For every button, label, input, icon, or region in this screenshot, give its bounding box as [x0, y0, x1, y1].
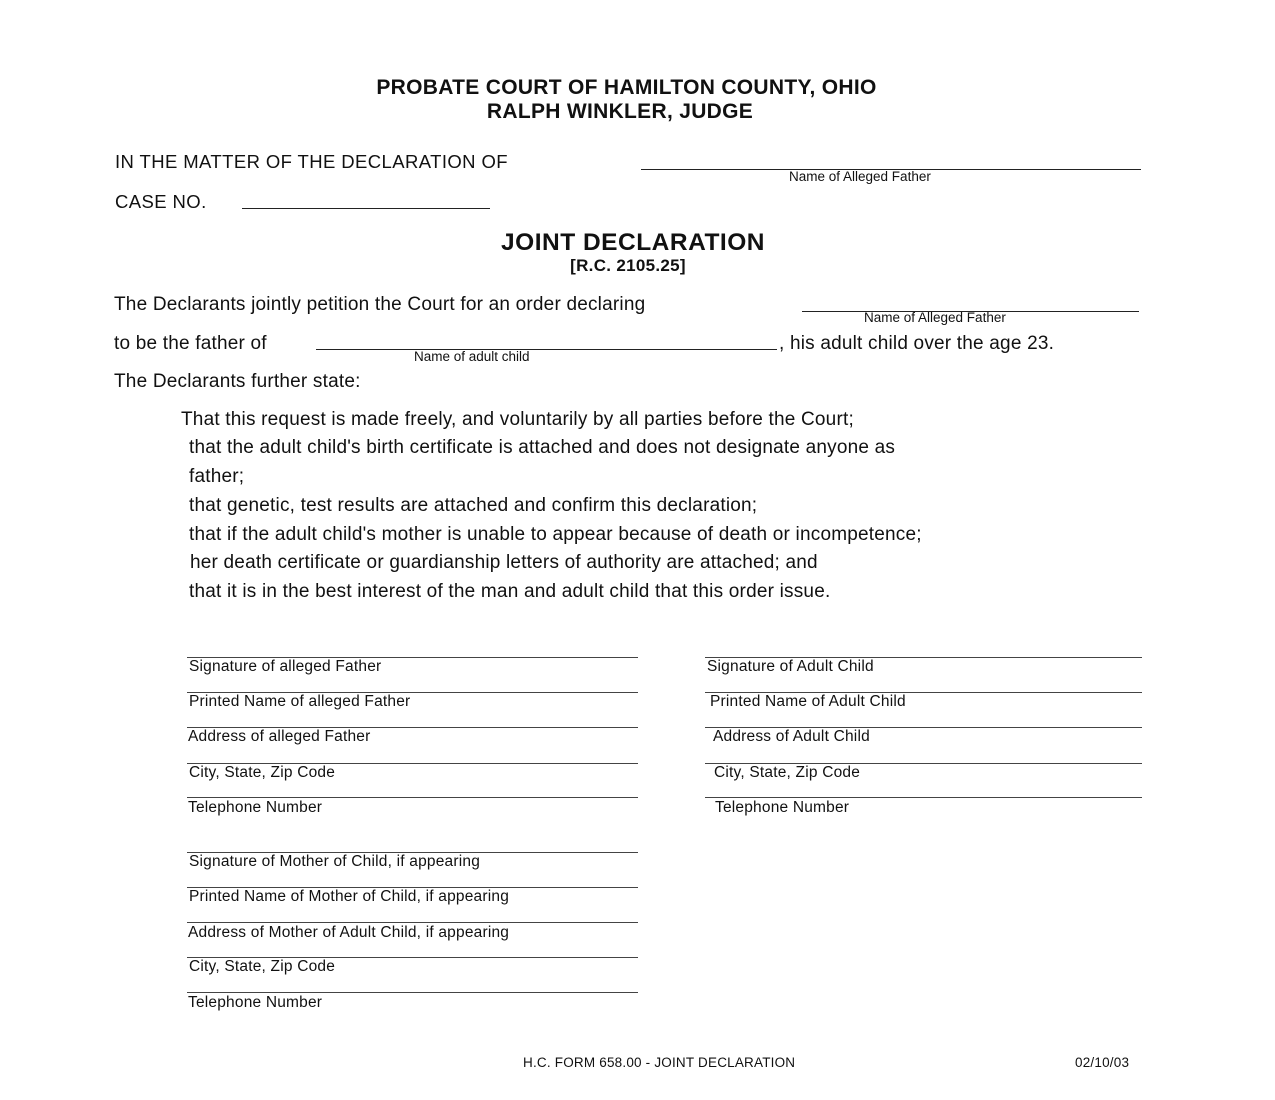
father-signature-label: Signature of alleged Father — [189, 658, 382, 675]
father-phone-label: Telephone Number — [188, 799, 323, 816]
form-number: H.C. FORM 658.00 - JOINT DECLARATION — [523, 1055, 796, 1070]
petition-line-2-suffix: , his adult child over the age 23. — [779, 333, 1055, 354]
case-number-field[interactable] — [242, 208, 490, 209]
mother-address-label: Address of Mother of Adult Child, if appearing — [188, 924, 510, 941]
statement-2-cont: father; — [189, 466, 245, 487]
father-city-label: City, State, Zip Code — [189, 764, 336, 781]
child-signature-label: Signature of Adult Child — [707, 658, 874, 675]
form-title: JOINT DECLARATION — [501, 229, 765, 256]
child-phone-line[interactable] — [705, 797, 1142, 798]
adult-child-caption: Name of adult child — [414, 349, 530, 364]
child-printed-name-label: Printed Name of Adult Child — [710, 693, 906, 710]
court-name: PROBATE COURT OF HAMILTON COUNTY, OHIO — [376, 76, 877, 99]
mother-phone-label: Telephone Number — [188, 994, 323, 1011]
father-address-label: Address of alleged Father — [188, 728, 371, 745]
statute-reference: [R.C. 2105.25] — [570, 256, 686, 275]
form-date: 02/10/03 — [1075, 1055, 1130, 1070]
statement-1: That this request is made freely, and voluntarily by all parties before the Court; — [181, 409, 854, 430]
petition-father-caption: Name of Alleged Father — [864, 310, 1006, 325]
father-phone-line[interactable] — [187, 797, 638, 798]
adult-child-name-field[interactable] — [316, 349, 777, 350]
child-address-label: Address of Adult Child — [713, 728, 870, 745]
petition-line-2-prefix: to be the father of — [114, 333, 267, 354]
mother-printed-name-label: Printed Name of Mother of Child, if appearing — [189, 888, 510, 905]
mother-signature-label: Signature of Mother of Child, if appearing — [189, 853, 481, 870]
statement-5: that it is in the best interest of the man and adult child that this order issue. — [189, 581, 831, 602]
mother-phone-line[interactable] — [187, 992, 638, 993]
child-phone-label: Telephone Number — [715, 799, 850, 816]
child-city-label: City, State, Zip Code — [714, 764, 861, 781]
statement-3: that genetic, test results are attached and confirm this declaration; — [189, 495, 758, 516]
judge-name: RALPH WINKLER, JUDGE — [486, 100, 754, 123]
petition-line-3: The Declarants further state: — [114, 371, 361, 392]
statement-4-cont: her death certificate or guardianship letters of authority are attached; and — [190, 552, 818, 573]
matter-label: IN THE MATTER OF THE DECLARATION OF — [115, 151, 508, 172]
petition-line-1: The Declarants jointly petition the Court for an order declaring — [114, 294, 646, 315]
mother-address-line[interactable] — [187, 922, 638, 923]
mother-city-label: City, State, Zip Code — [189, 958, 336, 975]
statement-2: that the adult child's birth certificate is attached and does not designate anyone as — [189, 437, 896, 458]
father-printed-name-label: Printed Name of alleged Father — [189, 693, 411, 710]
case-number-label: CASE NO. — [115, 191, 207, 212]
alleged-father-caption: Name of Alleged Father — [789, 169, 931, 184]
statement-4: that if the adult child's mother is unable to appear because of death or incompetence; — [189, 524, 922, 545]
